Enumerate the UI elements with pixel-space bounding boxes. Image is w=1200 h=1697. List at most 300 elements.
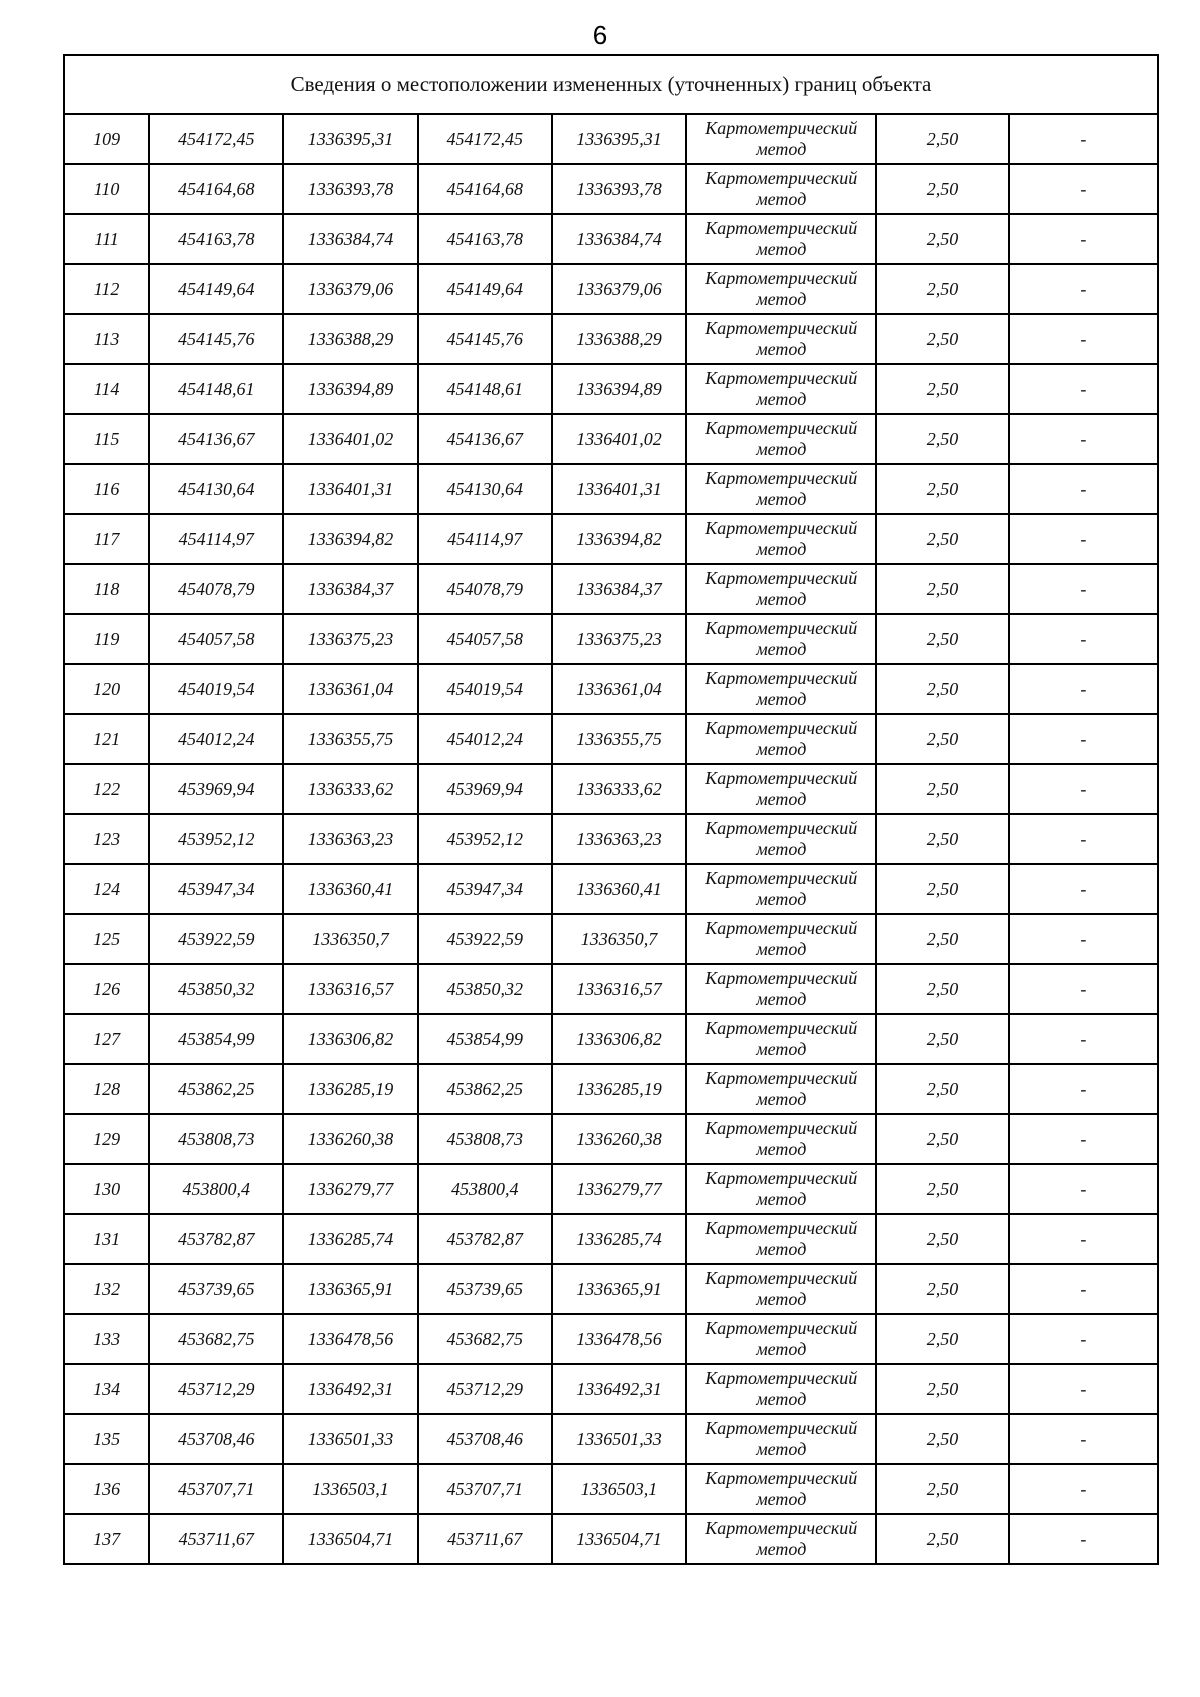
description-cell: - — [1009, 664, 1158, 714]
table-row — [64, 1314, 1158, 1364]
description-cell: - — [1009, 1114, 1158, 1164]
method-line-1: Картометрический — [705, 868, 858, 888]
method-cell — [686, 464, 876, 514]
method-cell — [686, 164, 876, 214]
description-cell: - — [1009, 1064, 1158, 1114]
x-refined-cell: 453708,46 — [418, 1414, 552, 1464]
method-line-2: метод — [756, 1389, 807, 1409]
y-refined-cell: 1336260,38 — [552, 1114, 686, 1164]
description-cell: - — [1009, 114, 1158, 164]
x-refined-cell: 453682,75 — [418, 1314, 552, 1364]
method-line-1: Картометрический — [705, 718, 858, 738]
y-refined-cell: 1336355,75 — [552, 714, 686, 764]
method-cell — [686, 264, 876, 314]
method-line-1: Картометрический — [705, 318, 858, 338]
x-refined-cell: 453922,59 — [418, 914, 552, 964]
x-existing-cell: 454114,97 — [149, 514, 283, 564]
point-number-cell: 111 — [64, 214, 149, 264]
y-existing-cell: 1336388,29 — [283, 314, 417, 364]
method-cell — [686, 414, 876, 464]
accuracy-cell: 2,50 — [876, 664, 1008, 714]
table-row — [64, 164, 1158, 214]
method-line-1: Картометрический — [705, 568, 858, 588]
method-cell — [686, 1014, 876, 1064]
method-line-1: Картометрический — [705, 118, 858, 138]
x-refined-cell: 453711,67 — [418, 1514, 552, 1564]
accuracy-cell: 2,50 — [876, 1264, 1008, 1314]
point-number-cell: 109 — [64, 114, 149, 164]
table-row — [64, 214, 1158, 264]
x-refined-cell: 454012,24 — [418, 714, 552, 764]
accuracy-cell: 2,50 — [876, 1464, 1008, 1514]
method-cell — [686, 114, 876, 164]
method-line-1: Картометрический — [705, 1118, 858, 1138]
x-existing-cell: 453707,71 — [149, 1464, 283, 1514]
method-cell — [686, 914, 876, 964]
x-existing-cell: 453854,99 — [149, 1014, 283, 1064]
method-cell — [686, 1364, 876, 1414]
y-existing-cell: 1336384,37 — [283, 564, 417, 614]
method-line-2: метод — [756, 1439, 807, 1459]
method-line-1: Картометрический — [705, 418, 858, 438]
method-line-1: Картометрический — [705, 1168, 858, 1188]
method-cell — [686, 564, 876, 614]
description-cell: - — [1009, 914, 1158, 964]
y-refined-cell: 1336384,37 — [552, 564, 686, 614]
x-refined-cell: 454149,64 — [418, 264, 552, 314]
x-refined-cell: 453850,32 — [418, 964, 552, 1014]
description-cell: - — [1009, 414, 1158, 464]
method-line-1: Картометрический — [705, 168, 858, 188]
x-refined-cell: 453800,4 — [418, 1164, 552, 1214]
description-cell: - — [1009, 1164, 1158, 1214]
method-line-2: метод — [756, 1489, 807, 1509]
table-row — [64, 1064, 1158, 1114]
y-refined-cell: 1336279,77 — [552, 1164, 686, 1214]
method-line-2: метод — [756, 639, 807, 659]
table-row — [64, 364, 1158, 414]
description-cell: - — [1009, 1414, 1158, 1464]
accuracy-cell: 2,50 — [876, 264, 1008, 314]
method-cell — [686, 814, 876, 864]
point-number-cell: 137 — [64, 1514, 149, 1564]
method-line-1: Картометрический — [705, 968, 858, 988]
description-cell: - — [1009, 1214, 1158, 1264]
table-row — [64, 514, 1158, 564]
accuracy-cell: 2,50 — [876, 1064, 1008, 1114]
method-line-2: метод — [756, 589, 807, 609]
accuracy-cell: 2,50 — [876, 1014, 1008, 1064]
description-cell: - — [1009, 764, 1158, 814]
y-existing-cell: 1336375,23 — [283, 614, 417, 664]
accuracy-cell: 2,50 — [876, 114, 1008, 164]
y-refined-cell: 1336501,33 — [552, 1414, 686, 1464]
method-line-1: Картометрический — [705, 518, 858, 538]
point-number-cell: 130 — [64, 1164, 149, 1214]
y-refined-cell: 1336388,29 — [552, 314, 686, 364]
method-cell — [686, 1264, 876, 1314]
description-cell: - — [1009, 214, 1158, 264]
y-existing-cell: 1336365,91 — [283, 1264, 417, 1314]
point-number-cell: 119 — [64, 614, 149, 664]
accuracy-cell: 2,50 — [876, 814, 1008, 864]
description-cell: - — [1009, 964, 1158, 1014]
y-existing-cell: 1336394,89 — [283, 364, 417, 414]
y-refined-cell: 1336394,82 — [552, 514, 686, 564]
method-line-1: Картометрический — [705, 218, 858, 238]
x-existing-cell: 454164,68 — [149, 164, 283, 214]
description-cell: - — [1009, 714, 1158, 764]
table-row — [64, 414, 1158, 464]
point-number-cell: 116 — [64, 464, 149, 514]
y-refined-cell: 1336316,57 — [552, 964, 686, 1014]
y-refined-cell: 1336395,31 — [552, 114, 686, 164]
method-line-2: метод — [756, 489, 807, 509]
boundary-coordinates-table — [63, 54, 1159, 1565]
y-refined-cell: 1336503,1 — [552, 1464, 686, 1514]
method-line-1: Картометрический — [705, 468, 858, 488]
accuracy-cell: 2,50 — [876, 564, 1008, 614]
x-existing-cell: 453969,94 — [149, 764, 283, 814]
method-line-2: метод — [756, 939, 807, 959]
x-existing-cell: 453808,73 — [149, 1114, 283, 1164]
y-existing-cell: 1336503,1 — [283, 1464, 417, 1514]
accuracy-cell: 2,50 — [876, 864, 1008, 914]
table-row — [64, 614, 1158, 664]
table-caption: Сведения о местоположении измененных (уточненных) границ объекта — [64, 55, 1158, 114]
accuracy-cell: 2,50 — [876, 1514, 1008, 1564]
y-refined-cell: 1336306,82 — [552, 1014, 686, 1064]
y-refined-cell: 1336401,02 — [552, 414, 686, 464]
y-existing-cell: 1336393,78 — [283, 164, 417, 214]
method-line-2: метод — [756, 1139, 807, 1159]
method-line-1: Картометрический — [705, 1068, 858, 1088]
y-refined-cell: 1336375,23 — [552, 614, 686, 664]
y-existing-cell: 1336363,23 — [283, 814, 417, 864]
point-number-cell: 124 — [64, 864, 149, 914]
x-refined-cell: 453782,87 — [418, 1214, 552, 1264]
method-line-2: метод — [756, 1189, 807, 1209]
method-line-1: Картометрический — [705, 918, 858, 938]
x-refined-cell: 454130,64 — [418, 464, 552, 514]
description-cell: - — [1009, 1264, 1158, 1314]
method-line-2: метод — [756, 189, 807, 209]
accuracy-cell: 2,50 — [876, 1214, 1008, 1264]
y-existing-cell: 1336478,56 — [283, 1314, 417, 1364]
x-refined-cell: 453739,65 — [418, 1264, 552, 1314]
y-existing-cell: 1336360,41 — [283, 864, 417, 914]
y-refined-cell: 1336379,06 — [552, 264, 686, 314]
x-existing-cell: 453708,46 — [149, 1414, 283, 1464]
table-body — [64, 114, 1158, 1564]
accuracy-cell: 2,50 — [876, 614, 1008, 664]
table-row — [64, 314, 1158, 364]
x-refined-cell: 454114,97 — [418, 514, 552, 564]
description-cell: - — [1009, 1514, 1158, 1564]
x-existing-cell: 454148,61 — [149, 364, 283, 414]
point-number-cell: 128 — [64, 1064, 149, 1114]
method-line-2: метод — [756, 839, 807, 859]
point-number-cell: 131 — [64, 1214, 149, 1264]
y-existing-cell: 1336260,38 — [283, 1114, 417, 1164]
x-refined-cell: 454164,68 — [418, 164, 552, 214]
point-number-cell: 125 — [64, 914, 149, 964]
method-cell — [686, 1514, 876, 1564]
table-row — [64, 464, 1158, 514]
x-existing-cell: 454145,76 — [149, 314, 283, 364]
method-line-2: метод — [756, 739, 807, 759]
x-existing-cell: 454078,79 — [149, 564, 283, 614]
table-row — [64, 864, 1158, 914]
y-refined-cell: 1336350,7 — [552, 914, 686, 964]
x-existing-cell: 454136,67 — [149, 414, 283, 464]
method-line-1: Картометрический — [705, 268, 858, 288]
method-line-1: Картометрический — [705, 1218, 858, 1238]
y-existing-cell: 1336492,31 — [283, 1364, 417, 1414]
method-line-2: метод — [756, 439, 807, 459]
x-existing-cell: 453782,87 — [149, 1214, 283, 1264]
description-cell: - — [1009, 564, 1158, 614]
method-line-2: метод — [756, 139, 807, 159]
method-cell — [686, 214, 876, 264]
point-number-cell: 123 — [64, 814, 149, 864]
y-refined-cell: 1336285,19 — [552, 1064, 686, 1114]
point-number-cell: 114 — [64, 364, 149, 414]
table-row — [64, 814, 1158, 864]
method-cell — [686, 514, 876, 564]
y-refined-cell: 1336504,71 — [552, 1514, 686, 1564]
y-existing-cell: 1336394,82 — [283, 514, 417, 564]
point-number-cell: 127 — [64, 1014, 149, 1064]
point-number-cell: 115 — [64, 414, 149, 464]
description-cell: - — [1009, 314, 1158, 364]
x-existing-cell: 454057,58 — [149, 614, 283, 664]
x-existing-cell: 454149,64 — [149, 264, 283, 314]
y-existing-cell: 1336285,74 — [283, 1214, 417, 1264]
y-existing-cell: 1336285,19 — [283, 1064, 417, 1114]
description-cell: - — [1009, 864, 1158, 914]
table-row — [64, 1514, 1158, 1564]
x-existing-cell: 453800,4 — [149, 1164, 283, 1214]
accuracy-cell: 2,50 — [876, 314, 1008, 364]
y-refined-cell: 1336394,89 — [552, 364, 686, 414]
x-refined-cell: 453969,94 — [418, 764, 552, 814]
page-number: 6 — [592, 20, 608, 50]
method-line-2: метод — [756, 1039, 807, 1059]
method-line-1: Картометрический — [705, 1368, 858, 1388]
accuracy-cell: 2,50 — [876, 214, 1008, 264]
accuracy-cell: 2,50 — [876, 414, 1008, 464]
point-number-cell: 129 — [64, 1114, 149, 1164]
accuracy-cell: 2,50 — [876, 364, 1008, 414]
method-line-1: Картометрический — [705, 1018, 858, 1038]
y-refined-cell: 1336492,31 — [552, 1364, 686, 1414]
x-existing-cell: 453947,34 — [149, 864, 283, 914]
accuracy-cell: 2,50 — [876, 514, 1008, 564]
y-existing-cell: 1336333,62 — [283, 764, 417, 814]
x-refined-cell: 453952,12 — [418, 814, 552, 864]
x-refined-cell: 454172,45 — [418, 114, 552, 164]
accuracy-cell: 2,50 — [876, 914, 1008, 964]
method-line-1: Картометрический — [705, 1318, 858, 1338]
y-refined-cell: 1336401,31 — [552, 464, 686, 514]
accuracy-cell: 2,50 — [876, 164, 1008, 214]
accuracy-cell: 2,50 — [876, 1364, 1008, 1414]
accuracy-cell: 2,50 — [876, 714, 1008, 764]
method-line-1: Картометрический — [705, 618, 858, 638]
method-cell — [686, 1314, 876, 1364]
accuracy-cell: 2,50 — [876, 1114, 1008, 1164]
x-existing-cell: 453682,75 — [149, 1314, 283, 1364]
accuracy-cell: 2,50 — [876, 1164, 1008, 1214]
point-number-cell: 136 — [64, 1464, 149, 1514]
point-number-cell: 132 — [64, 1264, 149, 1314]
method-line-1: Картометрический — [705, 1518, 858, 1538]
x-refined-cell: 454019,54 — [418, 664, 552, 714]
y-existing-cell: 1336361,04 — [283, 664, 417, 714]
x-existing-cell: 453712,29 — [149, 1364, 283, 1414]
point-number-cell: 126 — [64, 964, 149, 1014]
table-row — [64, 1364, 1158, 1414]
method-cell — [686, 714, 876, 764]
point-number-cell: 117 — [64, 514, 149, 564]
method-line-1: Картометрический — [705, 668, 858, 688]
method-line-1: Картометрический — [705, 1268, 858, 1288]
accuracy-cell: 2,50 — [876, 1314, 1008, 1364]
point-number-cell: 113 — [64, 314, 149, 364]
y-existing-cell: 1336316,57 — [283, 964, 417, 1014]
x-existing-cell: 453862,25 — [149, 1064, 283, 1114]
accuracy-cell: 2,50 — [876, 464, 1008, 514]
table-row — [64, 764, 1158, 814]
method-line-1: Картометрический — [705, 1468, 858, 1488]
x-refined-cell: 454163,78 — [418, 214, 552, 264]
y-refined-cell: 1336384,74 — [552, 214, 686, 264]
description-cell: - — [1009, 264, 1158, 314]
description-cell: - — [1009, 1464, 1158, 1514]
y-refined-cell: 1336360,41 — [552, 864, 686, 914]
x-existing-cell: 453711,67 — [149, 1514, 283, 1564]
y-existing-cell: 1336379,06 — [283, 264, 417, 314]
method-cell — [686, 364, 876, 414]
method-cell — [686, 1064, 876, 1114]
method-line-2: метод — [756, 289, 807, 309]
x-existing-cell: 453922,59 — [149, 914, 283, 964]
point-number-cell: 121 — [64, 714, 149, 764]
point-number-cell: 122 — [64, 764, 149, 814]
method-line-1: Картометрический — [705, 1418, 858, 1438]
x-existing-cell: 454130,64 — [149, 464, 283, 514]
table-row — [64, 264, 1158, 314]
y-existing-cell: 1336384,74 — [283, 214, 417, 264]
table-row — [64, 1264, 1158, 1314]
description-cell: - — [1009, 1014, 1158, 1064]
method-cell — [686, 1214, 876, 1264]
x-refined-cell: 453862,25 — [418, 1064, 552, 1114]
method-line-2: метод — [756, 1239, 807, 1259]
x-refined-cell: 453707,71 — [418, 1464, 552, 1514]
x-existing-cell: 454163,78 — [149, 214, 283, 264]
point-number-cell: 134 — [64, 1364, 149, 1414]
x-refined-cell: 453712,29 — [418, 1364, 552, 1414]
x-existing-cell: 453850,32 — [149, 964, 283, 1014]
description-cell: - — [1009, 364, 1158, 414]
method-line-2: метод — [756, 1539, 807, 1559]
description-cell: - — [1009, 514, 1158, 564]
x-existing-cell: 453739,65 — [149, 1264, 283, 1314]
y-refined-cell: 1336285,74 — [552, 1214, 686, 1264]
method-cell — [686, 1164, 876, 1214]
y-refined-cell: 1336333,62 — [552, 764, 686, 814]
accuracy-cell: 2,50 — [876, 1414, 1008, 1464]
x-refined-cell: 454145,76 — [418, 314, 552, 364]
y-existing-cell: 1336501,33 — [283, 1414, 417, 1464]
description-cell: - — [1009, 614, 1158, 664]
point-number-cell: 118 — [64, 564, 149, 614]
method-cell — [686, 1464, 876, 1514]
x-existing-cell: 454172,45 — [149, 114, 283, 164]
description-cell: - — [1009, 1314, 1158, 1364]
x-refined-cell: 454136,67 — [418, 414, 552, 464]
point-number-cell: 112 — [64, 264, 149, 314]
x-existing-cell: 453952,12 — [149, 814, 283, 864]
x-refined-cell: 454148,61 — [418, 364, 552, 414]
table-row — [64, 1114, 1158, 1164]
method-cell — [686, 1414, 876, 1464]
y-existing-cell: 1336279,77 — [283, 1164, 417, 1214]
method-cell — [686, 1114, 876, 1164]
point-number-cell: 120 — [64, 664, 149, 714]
x-refined-cell: 454057,58 — [418, 614, 552, 664]
method-cell — [686, 964, 876, 1014]
point-number-cell: 133 — [64, 1314, 149, 1364]
table-row — [64, 114, 1158, 164]
method-line-1: Картометрический — [705, 768, 858, 788]
table-row — [64, 914, 1158, 964]
method-line-2: метод — [756, 239, 807, 259]
description-cell: - — [1009, 164, 1158, 214]
table-row — [64, 964, 1158, 1014]
table-row — [64, 1014, 1158, 1064]
method-line-1: Картометрический — [705, 818, 858, 838]
method-line-2: метод — [756, 989, 807, 1009]
method-cell — [686, 664, 876, 714]
table-row — [64, 564, 1158, 614]
table-row — [64, 1414, 1158, 1464]
method-line-2: метод — [756, 789, 807, 809]
method-line-2: метод — [756, 1289, 807, 1309]
method-line-2: метод — [756, 339, 807, 359]
y-refined-cell: 1336363,23 — [552, 814, 686, 864]
y-existing-cell: 1336395,31 — [283, 114, 417, 164]
description-cell: - — [1009, 814, 1158, 864]
method-line-2: метод — [756, 1089, 807, 1109]
y-existing-cell: 1336306,82 — [283, 1014, 417, 1064]
x-existing-cell: 454012,24 — [149, 714, 283, 764]
method-line-2: метод — [756, 689, 807, 709]
x-refined-cell: 453947,34 — [418, 864, 552, 914]
table-row — [64, 1464, 1158, 1514]
y-existing-cell: 1336350,7 — [283, 914, 417, 964]
method-cell — [686, 764, 876, 814]
method-line-1: Картометрический — [705, 368, 858, 388]
method-line-2: метод — [756, 1339, 807, 1359]
y-existing-cell: 1336401,02 — [283, 414, 417, 464]
y-refined-cell: 1336393,78 — [552, 164, 686, 214]
accuracy-cell: 2,50 — [876, 764, 1008, 814]
description-cell: - — [1009, 464, 1158, 514]
table-row — [64, 1214, 1158, 1264]
